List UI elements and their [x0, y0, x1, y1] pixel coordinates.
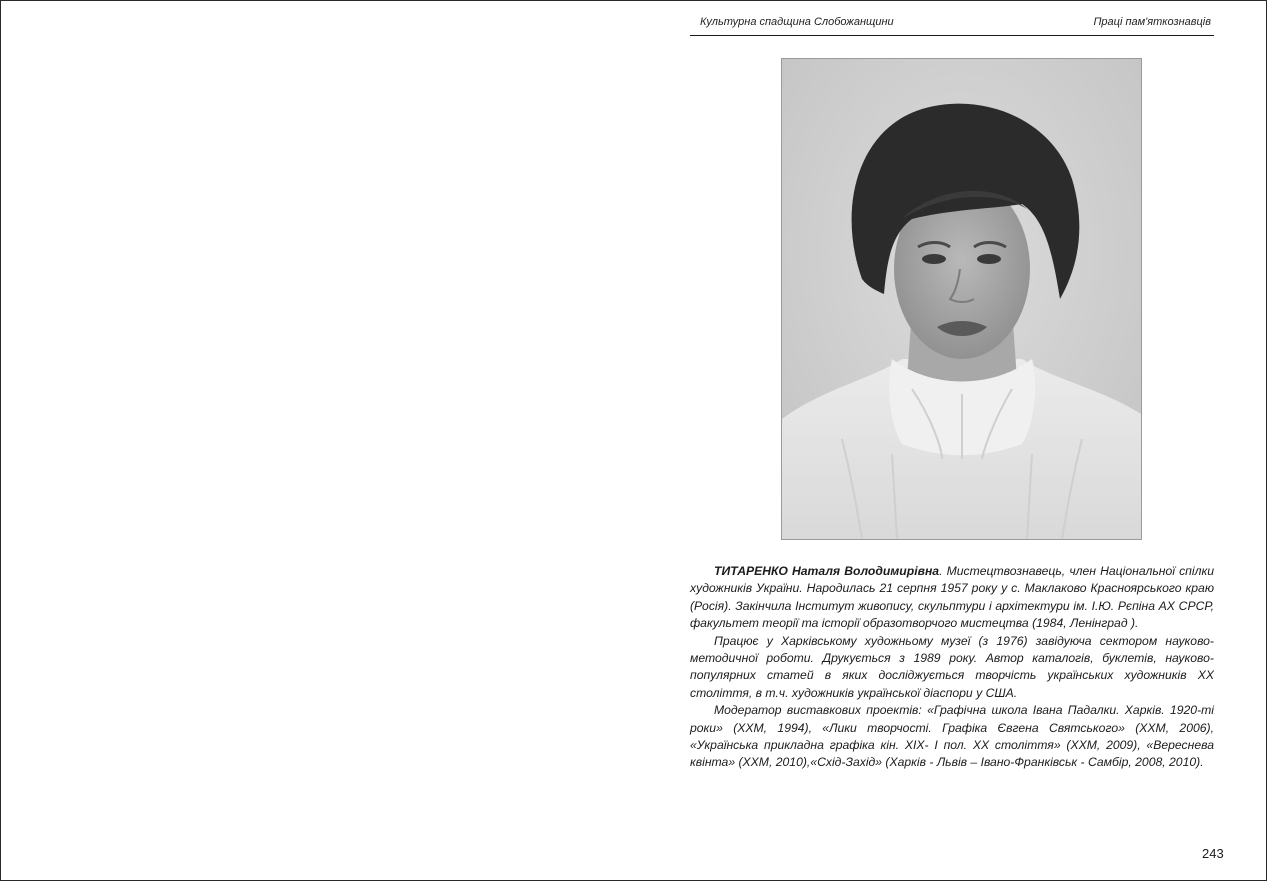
bio-paragraph-1-text: . Мистецтвознавець, член Національної спілки художників України. Народилась 21 серпня 1957 року у с. Маклаково Красноярського краю (Росія). Закінчила Інститут живопису, скульптури і архітектури ім. І.Ю. Рєпіна АХ СРСР, факультет теорії та історії образотворчого мистецтва (1984, Ленінград ).	[690, 564, 1214, 631]
portrait-photo	[781, 58, 1142, 540]
portrait-illustration	[782, 59, 1141, 539]
bio-paragraph-1	[690, 563, 1214, 633]
running-header	[690, 15, 1214, 36]
header-right-title: Праці пам'яткознавців	[1093, 16, 1211, 28]
bio-paragraph-3: Модератор виставкових проектів: «Графічна школа Івана Падалки. Харків. 1920-ті роки» (ХХМ, 1994), «Лики творчості. Графіка Євгена Святського» (ХХМ, 2006), «Українська прикладна графіка кін. ХІХ- І пол. ХХ століття» (ХХМ, 2009), «Вереснева квінта» (ХХМ, 2010),«Схід-Захід» (Харків - Львів – Івано-Франківськ - Самбір, 2008, 2010).	[690, 703, 1214, 770]
page-number: 243	[1202, 846, 1224, 861]
biography-text	[690, 563, 1214, 772]
header-left-title: Культурна спадщина Слобожанщини	[700, 16, 894, 28]
person-name: ТИТАРЕНКО Наталя Володимирівна	[714, 564, 940, 578]
bio-paragraph-2: Працює у Харківському художньому музеї (з 1976) завідуюча сектором науково-методичної роботи. Друкується з 1989 року. Автор каталогів, буклетів, науково-популярних статей в яких досліджується творчість українських художників ХХ століття, в т.ч. художників української діаспори у США.	[690, 633, 1214, 700]
